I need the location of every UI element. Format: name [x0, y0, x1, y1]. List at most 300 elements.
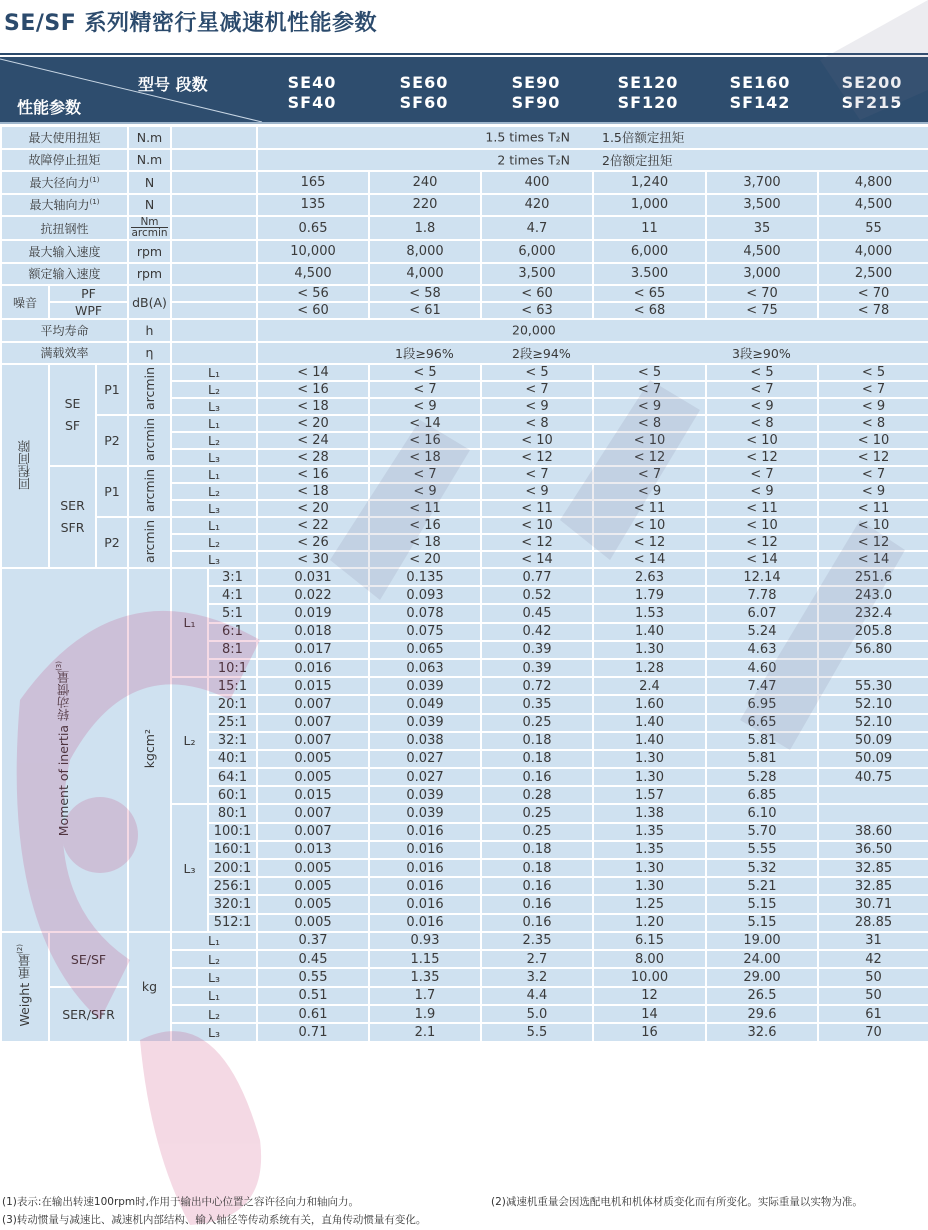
empty-cell: [171, 126, 257, 149]
value-cell: 11: [593, 216, 706, 240]
value-cell: 0.35: [481, 695, 593, 713]
value-cell: < 75: [706, 302, 818, 319]
value-cell: < 8: [818, 415, 928, 432]
value-cell: [818, 804, 928, 822]
value-cell: 50.09: [818, 750, 928, 768]
level-cell: L₃: [171, 500, 257, 517]
value-cell: 4,500: [257, 263, 369, 286]
value-cell: 4.4: [481, 987, 593, 1005]
value-cell: < 26: [257, 534, 369, 551]
value-cell: < 9: [481, 398, 593, 415]
value-cell: 0.007: [257, 714, 369, 732]
value-cell: < 11: [481, 500, 593, 517]
value-cell: 0.16: [481, 895, 593, 913]
value-cell: 0.005: [257, 895, 369, 913]
param-label: 满载效率: [1, 342, 128, 365]
vertical-text: [142, 520, 157, 563]
unit-cell: [128, 364, 171, 415]
table-row: [1, 171, 928, 194]
value-cell: 50.09: [818, 732, 928, 750]
table-row: [1, 216, 928, 240]
value-cell: < 10: [706, 517, 818, 534]
unit-cell: [128, 568, 171, 932]
value-cell: 0.039: [369, 786, 481, 804]
value-cell: 1.40: [593, 732, 706, 750]
value-cell: 0.065: [369, 641, 481, 659]
value-cell: 1.53: [593, 604, 706, 622]
value-cell: < 12: [481, 449, 593, 466]
backlash-label: [1, 364, 49, 568]
value-cell: 0.16: [481, 914, 593, 932]
value-cell: 0.25: [481, 823, 593, 841]
level-cell: L₂: [171, 1005, 257, 1023]
value-cell: < 9: [593, 398, 706, 415]
value-cell: < 18: [369, 449, 481, 466]
value-cell: 0.16: [481, 768, 593, 786]
params-label: 性能参数: [17, 98, 82, 117]
divider: [0, 53, 928, 55]
value-cell: 0.45: [481, 604, 593, 622]
unit-num: Nm: [131, 217, 167, 228]
value-cn: 1.5倍额定扭矩: [602, 130, 685, 146]
level-cell: L₂: [171, 381, 257, 398]
value-cell: 0.52: [481, 586, 593, 604]
value-cell: 5.5: [481, 1023, 593, 1041]
value-cell: 38.60: [818, 823, 928, 841]
value-cell: 5.0: [481, 1005, 593, 1023]
unit-cell: kg: [128, 932, 171, 1042]
value-cell: 1.30: [593, 768, 706, 786]
empty-cell: [171, 194, 257, 217]
value-cell: [818, 659, 928, 677]
level-cell: L₁: [171, 466, 257, 483]
label-text: kgcm²: [142, 728, 157, 768]
value-cell: 0.049: [369, 695, 481, 713]
value-cell: < 78: [818, 302, 928, 319]
efficiency-value: 3段≥90%: [732, 345, 791, 361]
model-label: 型号 段数: [138, 75, 208, 94]
model-header: [368, 73, 480, 113]
value-cell: < 56: [257, 285, 369, 302]
value-cell: < 5: [706, 364, 818, 381]
value-cell: 6,000: [481, 240, 593, 263]
value-cell: 0.022: [257, 586, 369, 604]
value-cell: 1.30: [593, 750, 706, 768]
value-cell: [818, 786, 928, 804]
level-cell: L₃: [171, 398, 257, 415]
value-cell: 0.007: [257, 732, 369, 750]
value-cell: 3,500: [706, 194, 818, 217]
value-cell: 19.00: [706, 932, 818, 950]
value-cell: 12: [593, 987, 706, 1005]
value-cell: 0.018: [257, 623, 369, 641]
value-cell: 1.7: [369, 987, 481, 1005]
value-cell: < 12: [481, 534, 593, 551]
value-cell: 0.18: [481, 750, 593, 768]
model-name: SE200: [841, 73, 903, 92]
model-name: SF60: [399, 93, 449, 112]
ratio-cell: 160:1: [208, 841, 257, 859]
level-cell: L₂: [171, 534, 257, 551]
ratio-cell: 40:1: [208, 750, 257, 768]
value-cell: < 12: [593, 449, 706, 466]
series-cell: SER/SFR: [49, 987, 128, 1042]
value-cell: < 12: [706, 534, 818, 551]
value-cell: < 9: [593, 483, 706, 500]
value-cell: 0.016: [369, 859, 481, 877]
value-cell: < 28: [257, 449, 369, 466]
label-text: arcmin: [142, 366, 157, 410]
value-cell: < 7: [706, 466, 818, 483]
stage-cell: P2: [96, 517, 128, 568]
ratio-cell: 20:1: [208, 695, 257, 713]
value-cell: < 5: [369, 364, 481, 381]
value-cell: 0.005: [257, 768, 369, 786]
value-en: 2 times T₂N: [497, 152, 570, 168]
value-cell: < 7: [818, 466, 928, 483]
value-cell: < 10: [818, 517, 928, 534]
value-cell: 50: [818, 987, 928, 1005]
value-cell: < 12: [818, 534, 928, 551]
table-row: [1, 319, 928, 342]
value-cell: 0.038: [369, 732, 481, 750]
value-cell: 5.81: [706, 732, 818, 750]
series-name: SFR: [60, 520, 85, 535]
value-cell: 1.60: [593, 695, 706, 713]
value-cell: 4,000: [818, 240, 928, 263]
value-cell: 55.30: [818, 677, 928, 695]
value-cell: 10,000: [257, 240, 369, 263]
table-row: [1, 149, 928, 172]
value-cell: 36.50: [818, 841, 928, 859]
value-cell: 29.00: [706, 968, 818, 986]
value-cell: 32.85: [818, 877, 928, 895]
model-name: SF40: [287, 93, 337, 112]
value-cell: 0.25: [481, 714, 593, 732]
value-cell: 61: [818, 1005, 928, 1023]
ratio-cell: 256:1: [208, 877, 257, 895]
level-cell: L₂: [171, 483, 257, 500]
value-cell: < 14: [481, 551, 593, 568]
ratio-cell: 80:1: [208, 804, 257, 822]
value-cell: 1.35: [593, 823, 706, 841]
value-cell: 6.15: [593, 932, 706, 950]
series-name: SER: [60, 498, 85, 513]
table-header: [0, 57, 928, 122]
table-row: [1, 263, 928, 286]
empty-cell: [171, 302, 257, 319]
spec-table: [0, 125, 928, 1043]
unit-cell: N.m: [128, 149, 171, 172]
value-cell: 0.015: [257, 677, 369, 695]
value-cell: 52.10: [818, 695, 928, 713]
value-cell: 1.35: [593, 841, 706, 859]
life-value: 20,000: [512, 322, 556, 338]
value-cell: < 10: [481, 432, 593, 449]
value-cell: 4,800: [818, 171, 928, 194]
value-cell: 0.61: [257, 1005, 369, 1023]
unit-cell: η: [128, 342, 171, 365]
ratio-cell: 3:1: [208, 568, 257, 586]
value-cell: 31: [818, 932, 928, 950]
model-name: SE60: [399, 73, 449, 92]
value-cell: 4.63: [706, 641, 818, 659]
value-cell: < 5: [818, 364, 928, 381]
param-label: [1, 194, 128, 217]
param-label: 故障停止扭矩: [1, 149, 128, 172]
value-cell: < 9: [481, 483, 593, 500]
value-cell: < 5: [481, 364, 593, 381]
value-cell: 1.28: [593, 659, 706, 677]
empty-cell: [171, 319, 257, 342]
value-cell: < 16: [257, 381, 369, 398]
level-cell: L₃: [171, 449, 257, 466]
weight-label: [1, 932, 49, 1042]
value-cell: 251.6: [818, 568, 928, 586]
value-cell: < 20: [257, 500, 369, 517]
value-cell: 0.078: [369, 604, 481, 622]
unit-fraction: [131, 217, 167, 238]
value-cell: 0.18: [481, 841, 593, 859]
value-cell: 0.016: [369, 841, 481, 859]
footnote-ref: (2): [15, 943, 24, 954]
ratio-cell: 32:1: [208, 732, 257, 750]
value-cell: < 9: [818, 398, 928, 415]
param-label: 最大输入速度: [1, 240, 128, 263]
value-cell: 1.25: [593, 895, 706, 913]
value-cell: 50: [818, 968, 928, 986]
value-cell: [257, 342, 928, 365]
divider: [0, 122, 928, 124]
model-name: SF120: [617, 93, 679, 112]
value-cell: < 5: [593, 364, 706, 381]
value-cell: 0.016: [369, 877, 481, 895]
value-cell: 0.007: [257, 804, 369, 822]
value-cell: < 7: [818, 381, 928, 398]
value-cell: < 14: [818, 551, 928, 568]
footnote-1: (1)表示:在输出转速100rpm时,作用于输出中心位置之容许径向力和轴向力。: [2, 1196, 359, 1208]
vertical-text: [142, 367, 157, 410]
model-header: [816, 73, 928, 113]
value-cell: 1.30: [593, 877, 706, 895]
value-cell: < 63: [481, 302, 593, 319]
value-cell: [257, 319, 928, 342]
noise-type: WPF: [49, 302, 128, 319]
model-name: SF142: [729, 93, 791, 112]
value-cell: 1.57: [593, 786, 706, 804]
table-row: [1, 517, 928, 534]
noise-type: PF: [49, 285, 128, 302]
value-cell: 29.6: [706, 1005, 818, 1023]
value-cell: 240: [369, 171, 481, 194]
value-cell: < 60: [481, 285, 593, 302]
value-cell: < 11: [818, 500, 928, 517]
unit-cell: [128, 517, 171, 568]
value-cell: 0.42: [481, 623, 593, 641]
footnote-3: (3)转动惯量与减速比、减速机内部结构、输入轴径等传动系统有关，直角传动惯量有变化。: [2, 1214, 427, 1226]
model-name: SE160: [729, 73, 791, 92]
value-cell: 420: [481, 194, 593, 217]
value-cell: 5.28: [706, 768, 818, 786]
value-cell: 2,500: [818, 263, 928, 286]
value-cell: 0.093: [369, 586, 481, 604]
value-cell: 16: [593, 1023, 706, 1041]
level-cell: L₁: [171, 568, 208, 677]
value-cell: [257, 149, 928, 172]
unit-cell: rpm: [128, 240, 171, 263]
value-cell: < 18: [369, 534, 481, 551]
label-text: 最大径向力: [29, 175, 90, 190]
vertical-text: [16, 440, 34, 490]
value-cell: 1,000: [593, 194, 706, 217]
table-row: [1, 194, 928, 217]
label-text: Moment of inertia 转动惯量: [56, 670, 72, 837]
value-cell: 6.65: [706, 714, 818, 732]
value-cell: 40.75: [818, 768, 928, 786]
value-cell: < 20: [257, 415, 369, 432]
value-cell: 0.39: [481, 659, 593, 677]
value-cell: 5.15: [706, 895, 818, 913]
value-cell: < 11: [706, 500, 818, 517]
empty-cell: [171, 342, 257, 365]
level-cell: L₁: [171, 987, 257, 1005]
value-cell: 0.027: [369, 750, 481, 768]
empty-cell: [171, 263, 257, 286]
model-header: [480, 73, 592, 113]
value-cell: 0.71: [257, 1023, 369, 1041]
value-cell: 135: [257, 194, 369, 217]
level-cell: L₁: [171, 364, 257, 381]
value-cell: 205.8: [818, 623, 928, 641]
value-cell: 0.007: [257, 695, 369, 713]
value-cell: 2.35: [481, 932, 593, 950]
efficiency-value: 1段≥96%: [395, 345, 454, 361]
noise-label: 噪音: [1, 285, 49, 319]
value-cell: < 11: [369, 500, 481, 517]
value-cell: < 20: [369, 551, 481, 568]
stage-cell: P2: [96, 415, 128, 466]
vertical-text: [142, 469, 157, 512]
footnote-2: (2)减速机重量会因选配电机和机体材质变化而有所变化。实际重量以实物为准。: [491, 1196, 863, 1208]
value-cell: < 10: [481, 517, 593, 534]
value-cell: 0.39: [481, 641, 593, 659]
value-cell: 32.6: [706, 1023, 818, 1041]
value-cell: < 68: [593, 302, 706, 319]
vertical-text: [142, 418, 157, 461]
value-cell: 0.007: [257, 823, 369, 841]
value-cell: 7.78: [706, 586, 818, 604]
value-cell: 35: [706, 216, 818, 240]
value-cell: < 12: [593, 534, 706, 551]
unit-cell: dB(A): [128, 285, 171, 319]
value-cell: < 16: [369, 432, 481, 449]
value-cell: 0.039: [369, 804, 481, 822]
value-en: 1.5 times T₂N: [485, 129, 570, 145]
table-row: [1, 466, 928, 483]
value-cell: < 9: [818, 483, 928, 500]
value-cn: 2倍额定扭矩: [602, 152, 673, 168]
level-cell: L₁: [171, 415, 257, 432]
model-header: [592, 73, 704, 113]
value-cell: 0.075: [369, 623, 481, 641]
value-cell: 1.40: [593, 623, 706, 641]
param-label: 平均寿命: [1, 319, 128, 342]
label-text: arcmin: [142, 519, 157, 563]
value-cell: 4.7: [481, 216, 593, 240]
label-text: Weight 重量: [17, 953, 33, 1027]
value-cell: < 12: [706, 449, 818, 466]
value-cell: 4,000: [369, 263, 481, 286]
value-cell: 28.85: [818, 914, 928, 932]
value-cell: < 7: [593, 381, 706, 398]
ratio-cell: 512:1: [208, 914, 257, 932]
footnote-ref: (3): [55, 660, 64, 671]
value-cell: < 60: [257, 302, 369, 319]
value-cell: 55: [818, 216, 928, 240]
value-cell: < 7: [369, 381, 481, 398]
value-cell: < 9: [369, 398, 481, 415]
footnote-ref: (1): [89, 198, 100, 207]
table-row: [1, 932, 928, 950]
empty-cell: [171, 171, 257, 194]
ratio-cell: 60:1: [208, 786, 257, 804]
value-cell: 1,240: [593, 171, 706, 194]
value-cell: 3,000: [706, 263, 818, 286]
param-label: 最大使用扭矩: [1, 126, 128, 149]
value-cell: 0.027: [369, 768, 481, 786]
value-cell: < 7: [369, 466, 481, 483]
vertical-text: [142, 729, 157, 768]
table-row: [1, 342, 928, 365]
unit-cell: N: [128, 194, 171, 217]
series-name: SF: [64, 418, 81, 433]
ratio-cell: 6:1: [208, 623, 257, 641]
label-text: 最大轴向力: [29, 198, 90, 213]
value-cell: < 9: [706, 483, 818, 500]
stage-cell: P1: [96, 364, 128, 415]
value-cell: 5.81: [706, 750, 818, 768]
value-cell: 1.15: [369, 950, 481, 968]
value-cell: 4,500: [706, 240, 818, 263]
value-cell: 6.95: [706, 695, 818, 713]
value-cell: 0.015: [257, 786, 369, 804]
value-cell: 7.47: [706, 677, 818, 695]
value-cell: < 9: [706, 398, 818, 415]
level-cell: L₂: [171, 432, 257, 449]
model-name: SF215: [841, 93, 903, 112]
model-name: SE40: [287, 73, 337, 92]
value-cell: 1.38: [593, 804, 706, 822]
value-cell: 6,000: [593, 240, 706, 263]
value-cell: 0.005: [257, 859, 369, 877]
value-cell: 3,700: [706, 171, 818, 194]
value-cell: 0.93: [369, 932, 481, 950]
value-cell: 0.031: [257, 568, 369, 586]
value-cell: < 8: [481, 415, 593, 432]
level-cell: L₁: [171, 932, 257, 950]
value-cell: < 14: [706, 551, 818, 568]
empty-cell: [171, 149, 257, 172]
level-cell: L₃: [171, 804, 208, 931]
value-cell: 26.5: [706, 987, 818, 1005]
value-cell: 0.005: [257, 914, 369, 932]
value-cell: 0.016: [369, 914, 481, 932]
value-cell: 6.07: [706, 604, 818, 622]
value-cell: 1.20: [593, 914, 706, 932]
value-cell: 220: [369, 194, 481, 217]
value-cell: < 12: [818, 449, 928, 466]
param-label: [1, 171, 128, 194]
